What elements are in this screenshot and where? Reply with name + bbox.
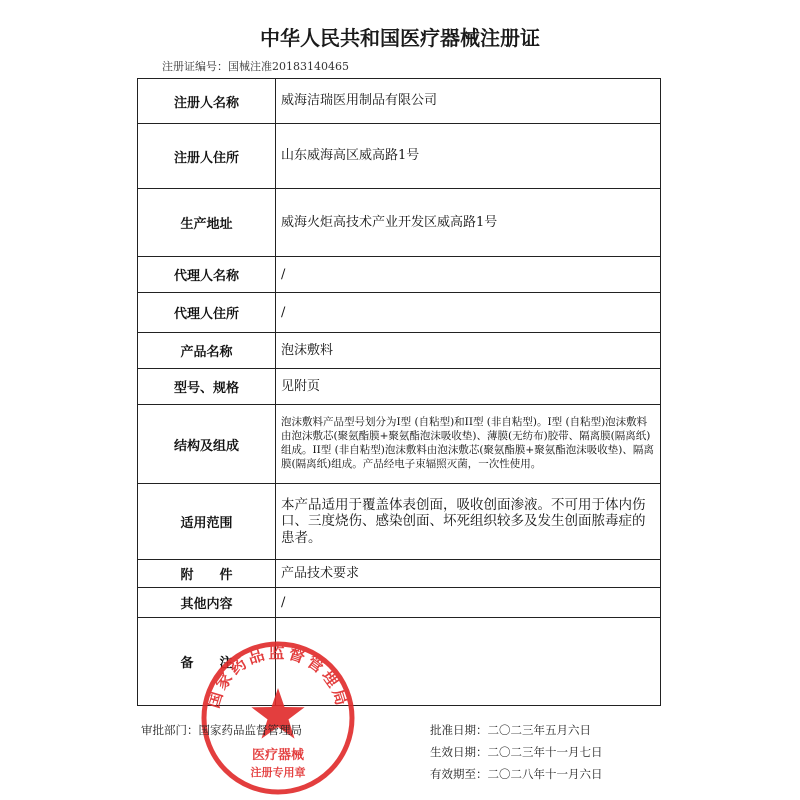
row-label: 代理人名称 — [138, 257, 276, 293]
row-value: / — [276, 293, 661, 333]
row-value: 威海洁瑞医用制品有限公司 — [276, 79, 661, 124]
row-label: 生产地址 — [138, 189, 276, 257]
table-row — [138, 405, 661, 484]
row-value: 威海火炬高技术产业开发区威高路1号 — [276, 189, 661, 257]
row-label: 注册人住所 — [138, 124, 276, 189]
row-value: 本产品适用于覆盖体表创面，吸收创面渗液。不可用于体内伤口、三度烧伤、感染创面、坏死组织较多及发生创面脓毒症的患者。 — [276, 484, 661, 560]
row-label: 产品名称 — [138, 333, 276, 369]
effective-date: 生效日期：二〇二三年十一月七日 — [430, 745, 603, 759]
row-label: 适用范围 — [138, 484, 276, 560]
row-label: 其他内容 — [138, 588, 276, 618]
row-value: 泡沫敷料 — [276, 333, 661, 369]
row-label: 结构及组成 — [138, 405, 276, 484]
seal-inner-line-1: 医疗器械 — [251, 748, 305, 763]
row-value: / — [276, 257, 661, 293]
row-label: 型号、规格 — [138, 369, 276, 405]
row-label: 代理人住所 — [138, 293, 276, 333]
table-row — [138, 293, 661, 333]
table-row — [138, 333, 661, 369]
expiry-date: 有效期至：二〇二八年十一月六日 — [430, 767, 603, 781]
table-row — [138, 79, 661, 124]
table-row — [138, 124, 661, 189]
table-row — [138, 189, 661, 257]
certificate-table — [137, 78, 661, 706]
row-value: 山东威海高区威高路1号 — [276, 124, 661, 189]
table-row — [138, 588, 661, 618]
table-row — [138, 369, 661, 405]
registration-number: 注册证编号：国械注准20183140465 — [162, 60, 349, 73]
row-label: 附 件 — [138, 560, 276, 588]
row-value: / — [276, 588, 661, 618]
page-title: 中华人民共和国医疗器械注册证 — [260, 26, 540, 50]
row-value: 泡沫敷料产品型号划分为I型 (自粘型)和II型 (非自粘型)。I型 (自粘型)泡沫敷料由泡沫敷芯(聚氨酯膜+聚氨酯泡沫吸收垫)、薄膜(无纺布)胶带、隔离膜(隔离纸)组成。II型 (非自粘型)泡沫敷料由泡沫敷芯(聚氨酯膜+聚氨酯泡沫吸收垫)、隔离膜(隔离纸)组成。产品经电子束辐照灭菌，一次性使用。 — [276, 405, 661, 484]
row-value: 产品技术要求 — [276, 560, 661, 588]
table-row — [138, 484, 661, 560]
approval-date: 批准日期：二〇二三年五月六日 — [430, 723, 591, 737]
row-value: 见附页 — [276, 369, 661, 405]
row-label: 注册人名称 — [138, 79, 276, 124]
seal-outer-text: 国家药品监督管理局 — [203, 642, 353, 711]
row-label: 备 注 — [138, 618, 276, 706]
table-row — [138, 560, 661, 588]
table-row — [138, 257, 661, 293]
seal-inner-line-2: 注册专用章 — [250, 766, 306, 779]
approving-authority: 审批部门：国家药品监督管理局 — [141, 723, 302, 737]
official-seal-icon — [198, 638, 358, 798]
